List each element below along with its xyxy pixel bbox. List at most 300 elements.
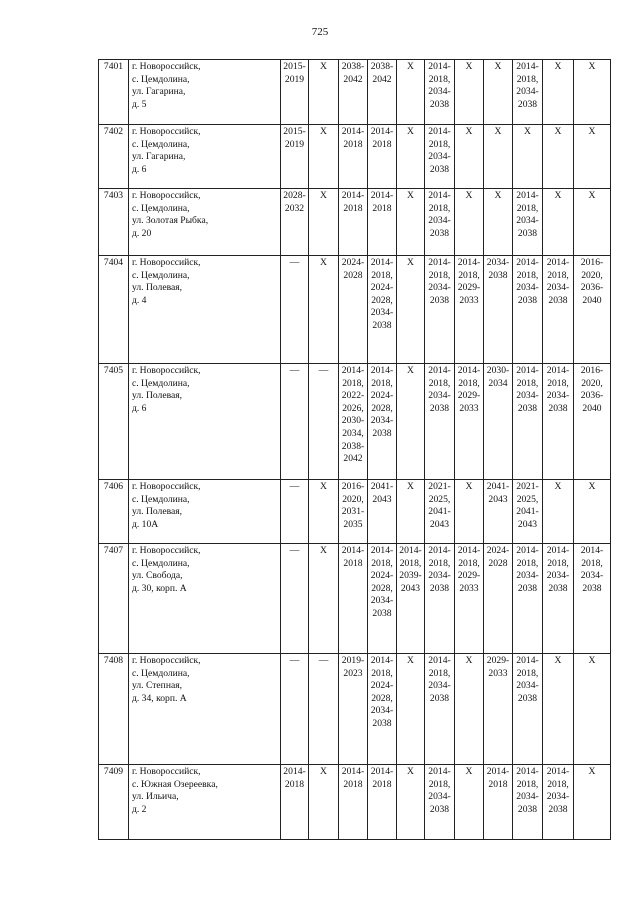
address-line: д. 5 bbox=[132, 98, 147, 110]
period-line: X bbox=[320, 257, 327, 268]
address-line: ул. Гагарина, bbox=[132, 151, 186, 163]
period-line: 2034- bbox=[428, 791, 451, 803]
period-cell bbox=[281, 765, 309, 840]
period-line: 2014- bbox=[370, 190, 394, 201]
period-line: X bbox=[588, 766, 596, 777]
period-line: 2038 bbox=[429, 402, 450, 414]
period-line: 2039- bbox=[399, 570, 422, 582]
period-line: 2038 bbox=[488, 269, 508, 281]
period-line: X bbox=[465, 61, 473, 72]
period-cell bbox=[397, 480, 425, 544]
period-cell bbox=[397, 60, 425, 125]
period-line: 2014- bbox=[370, 126, 394, 137]
period-cell bbox=[281, 256, 309, 364]
period-cell bbox=[425, 654, 455, 765]
period-cell bbox=[281, 125, 309, 189]
period-line: 2024- bbox=[370, 390, 394, 402]
period-line: X bbox=[407, 257, 414, 268]
period-line: 2038- bbox=[341, 61, 365, 72]
period-line: 2030- bbox=[341, 415, 365, 427]
period-line: — bbox=[289, 257, 300, 268]
period-cell bbox=[425, 544, 455, 654]
period-line: X bbox=[465, 190, 473, 201]
period-line: X bbox=[320, 545, 327, 556]
period-line: 2038 bbox=[517, 98, 538, 110]
period-line: 2018, bbox=[516, 202, 539, 214]
period-line: 2014- bbox=[457, 365, 481, 376]
period-line: X bbox=[494, 190, 502, 201]
period-cell bbox=[513, 364, 543, 480]
period-cell bbox=[455, 364, 484, 480]
period-cell bbox=[484, 60, 513, 125]
period-cell bbox=[455, 480, 484, 544]
period-cell bbox=[368, 765, 397, 840]
period-line: X bbox=[554, 126, 562, 137]
period-line: X bbox=[320, 126, 327, 137]
period-cell bbox=[455, 256, 484, 364]
period-line: 2033 bbox=[459, 582, 479, 594]
period-line: 2018, bbox=[547, 269, 569, 281]
period-line: X bbox=[407, 365, 414, 376]
period-line: 2029- bbox=[457, 390, 481, 402]
period-cell bbox=[484, 480, 513, 544]
period-line: 2018, bbox=[458, 557, 480, 569]
housing-repair-schedule-table bbox=[98, 59, 611, 840]
period-line: 2029- bbox=[457, 570, 481, 582]
row-number: 7408 bbox=[99, 654, 129, 765]
period-line: X bbox=[465, 766, 473, 777]
period-cell bbox=[309, 544, 339, 654]
period-cell bbox=[455, 765, 484, 840]
period-line: 2014- bbox=[516, 655, 539, 666]
period-line: 2018, bbox=[581, 557, 603, 569]
period-cell bbox=[397, 765, 425, 840]
period-line: 2024- bbox=[486, 545, 510, 556]
period-cell bbox=[425, 125, 455, 189]
period-line: 2018, bbox=[516, 557, 539, 569]
period-line: X bbox=[554, 481, 562, 492]
period-line: 2029- bbox=[486, 655, 510, 666]
period-line: 2033 bbox=[488, 667, 508, 679]
address-line: с. Южная Озереевка, bbox=[132, 778, 218, 790]
period-line: 2025, bbox=[516, 493, 539, 505]
period-line: 2019- bbox=[341, 655, 365, 666]
period-cell bbox=[339, 189, 368, 256]
period-line: 2034- bbox=[370, 415, 394, 427]
period-line: 2015- bbox=[283, 61, 306, 72]
period-cell bbox=[543, 654, 574, 765]
period-cell bbox=[339, 480, 368, 544]
period-line: 2038- bbox=[370, 61, 394, 72]
address-cell bbox=[129, 364, 281, 480]
period-line: 2018, bbox=[428, 73, 451, 85]
period-line: 2018, bbox=[428, 778, 451, 790]
period-line: 2024- bbox=[370, 680, 394, 692]
period-cell bbox=[397, 654, 425, 765]
period-line: 2034 bbox=[488, 377, 508, 389]
address-line: д. 10А bbox=[132, 518, 159, 530]
period-line: 2018, bbox=[547, 377, 569, 389]
period-cell bbox=[574, 256, 611, 364]
period-cell bbox=[339, 60, 368, 125]
address-line: с. Цемдолина, bbox=[132, 138, 190, 150]
period-line: 2014- bbox=[341, 190, 365, 201]
period-cell bbox=[513, 60, 543, 125]
period-line: — bbox=[318, 655, 329, 666]
period-line: 2018, bbox=[428, 202, 451, 214]
period-cell bbox=[543, 480, 574, 544]
period-cell bbox=[368, 60, 397, 125]
period-line: 2034- bbox=[516, 282, 539, 294]
period-line: 2043 bbox=[488, 493, 508, 505]
period-line: 2038 bbox=[517, 402, 538, 414]
period-line: X bbox=[407, 766, 414, 777]
period-cell bbox=[543, 765, 574, 840]
period-line: 2034- bbox=[428, 282, 451, 294]
period-cell bbox=[484, 544, 513, 654]
period-line: 2028, bbox=[371, 582, 393, 594]
period-line: 2034, bbox=[342, 427, 364, 439]
address-line: г. Новороссийск, bbox=[132, 766, 201, 777]
period-line: X bbox=[588, 481, 596, 492]
period-cell bbox=[574, 125, 611, 189]
period-line: 2028, bbox=[371, 294, 393, 306]
period-line: 2029- bbox=[457, 282, 481, 294]
period-line: — bbox=[289, 365, 300, 376]
period-cell bbox=[281, 654, 309, 765]
period-line: 2034- bbox=[546, 282, 570, 294]
address-line: г. Новороссийск, bbox=[132, 257, 201, 268]
period-line: X bbox=[588, 655, 596, 666]
period-line: 2042 bbox=[372, 73, 392, 85]
address-cell bbox=[129, 654, 281, 765]
period-cell bbox=[484, 189, 513, 256]
period-line: 2038 bbox=[372, 427, 392, 439]
period-line: 2038 bbox=[517, 227, 538, 239]
period-line: 2034- bbox=[370, 307, 394, 319]
period-cell bbox=[543, 364, 574, 480]
period-line: X bbox=[465, 126, 473, 137]
period-cell bbox=[339, 654, 368, 765]
period-cell bbox=[281, 60, 309, 125]
address-line: с. Цемдолина, bbox=[132, 377, 190, 389]
address-cell bbox=[129, 189, 281, 256]
period-line: 2018, bbox=[516, 73, 539, 85]
period-line: 2021- bbox=[428, 481, 451, 492]
period-line: 2018 bbox=[488, 778, 508, 790]
period-line: 2018, bbox=[516, 269, 539, 281]
period-cell bbox=[425, 364, 455, 480]
address-line: ул. Свобода, bbox=[132, 570, 183, 582]
period-line: X bbox=[524, 126, 531, 137]
period-cell bbox=[513, 256, 543, 364]
period-cell bbox=[309, 125, 339, 189]
period-cell bbox=[425, 189, 455, 256]
period-line: 2034- bbox=[546, 570, 570, 582]
period-cell bbox=[574, 765, 611, 840]
period-line: 2040 bbox=[582, 294, 602, 306]
period-line: X bbox=[494, 126, 502, 137]
period-cell bbox=[425, 480, 455, 544]
period-line: 2014- bbox=[546, 766, 570, 777]
period-cell bbox=[397, 125, 425, 189]
period-line: 2014- bbox=[457, 257, 481, 268]
period-line: X bbox=[407, 126, 414, 137]
period-line: X bbox=[554, 190, 562, 201]
period-cell bbox=[455, 60, 484, 125]
period-cell bbox=[484, 256, 513, 364]
period-line: — bbox=[289, 545, 300, 556]
period-line: — bbox=[289, 655, 300, 666]
address-cell bbox=[129, 544, 281, 654]
period-cell bbox=[484, 765, 513, 840]
address-line: ул. Гагарина, bbox=[132, 86, 186, 98]
period-line: 2014- bbox=[341, 766, 365, 777]
table-row bbox=[99, 364, 611, 480]
period-line: 2014- bbox=[399, 545, 422, 556]
period-line: 2034- bbox=[428, 390, 451, 402]
period-line: 2020, bbox=[581, 269, 603, 281]
period-cell bbox=[574, 654, 611, 765]
address-line: д. 2 bbox=[132, 803, 147, 815]
period-line: X bbox=[407, 481, 414, 492]
period-line: X bbox=[494, 61, 502, 72]
period-line: 2034- bbox=[428, 680, 451, 692]
period-cell bbox=[455, 189, 484, 256]
period-cell bbox=[574, 544, 611, 654]
period-line: 2018, bbox=[547, 778, 569, 790]
period-line: X bbox=[465, 655, 473, 666]
period-line: X bbox=[407, 655, 414, 666]
table-row bbox=[99, 480, 611, 544]
period-line: 2014- bbox=[516, 545, 539, 556]
period-line: 2034- bbox=[428, 151, 451, 163]
period-line: 2014- bbox=[516, 766, 539, 777]
period-line: 2024- bbox=[370, 282, 394, 294]
address-line: д. 4 bbox=[132, 294, 147, 306]
period-line: 2034- bbox=[428, 215, 451, 227]
address-line: г. Новороссийск, bbox=[132, 126, 201, 137]
address-line: ул. Полевая, bbox=[132, 506, 183, 518]
period-line: 2018 bbox=[343, 138, 363, 150]
period-line: 2018, bbox=[399, 557, 422, 569]
period-line: 2033 bbox=[459, 402, 479, 414]
address-line: г. Новороссийск, bbox=[132, 545, 201, 556]
address-line: г. Новороссийск, bbox=[132, 365, 201, 376]
period-line: 2031- bbox=[341, 506, 365, 518]
period-line: 2014- bbox=[428, 545, 451, 556]
period-line: 2014- bbox=[428, 190, 451, 201]
period-line: 2043 bbox=[372, 493, 392, 505]
address-line: д. 30, корп. А bbox=[132, 582, 187, 594]
period-cell bbox=[513, 544, 543, 654]
period-line: X bbox=[554, 655, 562, 666]
period-cell bbox=[574, 189, 611, 256]
period-line: 2014- bbox=[428, 365, 451, 376]
period-line: 2043 bbox=[429, 518, 450, 530]
period-cell bbox=[339, 125, 368, 189]
address-line: ул. Ильича, bbox=[132, 791, 179, 803]
period-cell bbox=[543, 60, 574, 125]
period-line: X bbox=[320, 481, 327, 492]
period-line: 2034- bbox=[546, 791, 570, 803]
period-line: 2028 bbox=[343, 269, 363, 281]
period-cell bbox=[425, 765, 455, 840]
address-line: с. Цемдолина, bbox=[132, 202, 190, 214]
period-cell bbox=[455, 544, 484, 654]
period-cell bbox=[543, 544, 574, 654]
period-cell bbox=[309, 480, 339, 544]
period-line: 2034- bbox=[486, 257, 510, 268]
period-line: 2015- bbox=[283, 126, 306, 137]
address-line: г. Новороссийск, bbox=[132, 655, 201, 666]
period-line: 2041- bbox=[428, 506, 451, 518]
period-line: 2041- bbox=[516, 506, 539, 518]
period-line: 2014- bbox=[546, 545, 570, 556]
period-cell bbox=[309, 256, 339, 364]
period-line: 2038 bbox=[429, 227, 450, 239]
address-cell bbox=[129, 765, 281, 840]
period-line: 2018, bbox=[371, 377, 393, 389]
period-line: 2034- bbox=[516, 680, 539, 692]
period-line: 2034- bbox=[516, 390, 539, 402]
period-line: 2038 bbox=[429, 582, 450, 594]
table-row bbox=[99, 125, 611, 189]
period-line: 2038 bbox=[548, 294, 568, 306]
period-line: 2018, bbox=[458, 377, 480, 389]
period-cell bbox=[339, 256, 368, 364]
period-line: 2028, bbox=[371, 692, 393, 704]
period-line: 2014- bbox=[370, 257, 394, 268]
period-line: 2018 bbox=[372, 202, 392, 214]
period-line: 2032 bbox=[284, 202, 305, 214]
row-number: 7405 bbox=[99, 364, 129, 480]
period-line: 2018, bbox=[371, 269, 393, 281]
period-cell bbox=[543, 125, 574, 189]
period-line: 2038 bbox=[429, 803, 450, 815]
period-line: 2014- bbox=[341, 365, 365, 376]
period-line: X bbox=[320, 61, 327, 72]
period-line: 2043 bbox=[400, 582, 421, 594]
period-line: 2014- bbox=[428, 257, 451, 268]
address-line: д. 6 bbox=[132, 163, 147, 175]
address-cell bbox=[129, 480, 281, 544]
period-line: 2034- bbox=[516, 86, 539, 98]
address-line: г. Новороссийск, bbox=[132, 61, 201, 72]
period-line: 2018 bbox=[372, 138, 392, 150]
period-cell bbox=[513, 189, 543, 256]
period-line: 2014- bbox=[370, 766, 394, 777]
period-cell bbox=[397, 189, 425, 256]
period-line: 2038 bbox=[517, 692, 538, 704]
period-cell bbox=[513, 765, 543, 840]
period-line: 2014- bbox=[428, 766, 451, 777]
table-row bbox=[99, 256, 611, 364]
period-cell bbox=[309, 60, 339, 125]
period-line: 2018, bbox=[547, 557, 569, 569]
period-line: 2014- bbox=[516, 61, 539, 72]
period-line: 2018, bbox=[516, 778, 539, 790]
address-line: г. Новороссийск, bbox=[132, 481, 201, 492]
address-line: д. 34, корп. А bbox=[132, 692, 187, 704]
table-body bbox=[99, 60, 611, 840]
period-line: 2033 bbox=[459, 294, 479, 306]
period-line: 2038 bbox=[548, 803, 568, 815]
period-cell bbox=[281, 189, 309, 256]
period-line: 2034- bbox=[428, 86, 451, 98]
period-line: 2014- bbox=[546, 365, 570, 376]
period-line: 2018 bbox=[343, 778, 363, 790]
table-row bbox=[99, 765, 611, 840]
period-cell bbox=[455, 654, 484, 765]
period-cell bbox=[368, 125, 397, 189]
period-line: 2014- bbox=[580, 545, 604, 556]
period-line: X bbox=[320, 766, 327, 777]
period-line: 2034- bbox=[428, 570, 451, 582]
period-line: 2016- bbox=[580, 257, 604, 268]
period-line: 2022- bbox=[341, 390, 365, 402]
period-line: 2038 bbox=[372, 607, 392, 619]
period-cell bbox=[368, 364, 397, 480]
period-line: 2014- bbox=[457, 545, 481, 556]
period-line: 2014- bbox=[341, 545, 365, 556]
period-cell bbox=[281, 544, 309, 654]
period-cell bbox=[368, 189, 397, 256]
period-line: 2018, bbox=[458, 269, 480, 281]
period-line: 2043 bbox=[517, 518, 538, 530]
period-line: 2038 bbox=[429, 163, 450, 175]
period-line: 2014- bbox=[428, 655, 451, 666]
period-line: X bbox=[588, 126, 596, 137]
address-line: с. Цемдолина, bbox=[132, 667, 190, 679]
period-line: 2019 bbox=[284, 73, 305, 85]
period-line: 2034- bbox=[516, 570, 539, 582]
period-line: 2035 bbox=[343, 518, 363, 530]
period-line: 2038 bbox=[372, 319, 392, 331]
period-line: 2014- bbox=[546, 257, 570, 268]
row-number: 7404 bbox=[99, 256, 129, 364]
address-cell bbox=[129, 256, 281, 364]
period-cell bbox=[484, 654, 513, 765]
period-line: 2036- bbox=[580, 282, 604, 294]
period-cell bbox=[397, 256, 425, 364]
period-cell bbox=[574, 364, 611, 480]
period-cell bbox=[574, 480, 611, 544]
period-line: X bbox=[554, 61, 562, 72]
period-cell bbox=[309, 654, 339, 765]
row-number: 7403 bbox=[99, 189, 129, 256]
period-line: 2018, bbox=[428, 667, 451, 679]
address-line: с. Цемдолина, bbox=[132, 493, 190, 505]
period-cell bbox=[425, 256, 455, 364]
period-line: X bbox=[407, 190, 414, 201]
period-line: 2041- bbox=[370, 481, 394, 492]
period-cell bbox=[339, 765, 368, 840]
period-line: X bbox=[407, 61, 414, 72]
period-cell bbox=[368, 654, 397, 765]
period-line: 2018, bbox=[371, 667, 393, 679]
period-line: 2014- bbox=[516, 365, 539, 376]
period-cell bbox=[368, 480, 397, 544]
period-cell bbox=[513, 654, 543, 765]
period-line: 2038 bbox=[548, 582, 568, 594]
period-line: 2018, bbox=[342, 377, 364, 389]
period-line: — bbox=[289, 481, 300, 492]
period-line: 2014- bbox=[283, 766, 306, 777]
period-line: X bbox=[588, 190, 596, 201]
period-line: 2028 bbox=[488, 557, 508, 569]
period-cell bbox=[281, 364, 309, 480]
